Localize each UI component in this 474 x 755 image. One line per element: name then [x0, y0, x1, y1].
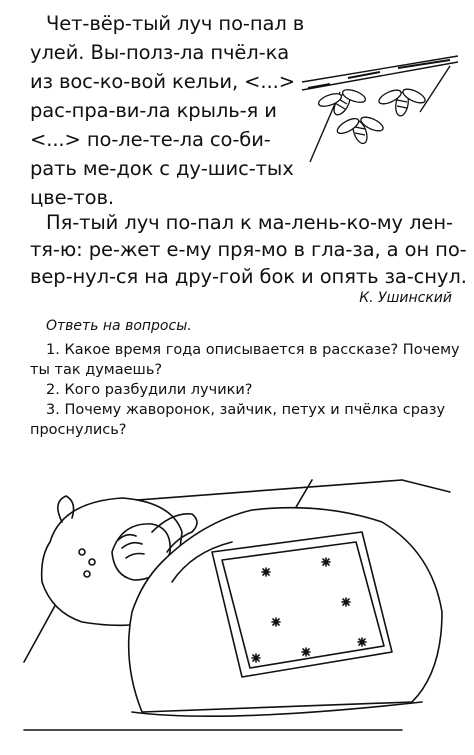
paragraph-2-line: тя-ю: ре-жет е-му пря-мо в гла-за, а он по-: [30, 238, 467, 261]
bee-icon: [317, 87, 367, 117]
paragraph-1-line: цве-тов.: [30, 186, 114, 209]
paragraph-1-line: рать ме-док с ду-шис-тых: [30, 157, 294, 180]
paragraph-1-line: из вос-ко-вой кельи, <...>: [30, 70, 295, 93]
question-line: ты так думаешь?: [30, 362, 163, 378]
question-line: 2. Кого разбудили лучики?: [46, 382, 253, 398]
paragraph-2-line: вер-нул-ся на дру-гой бок и опять за-снул.: [30, 265, 467, 288]
paragraph-1-line: Чет-вёр-тый луч по-пал в: [46, 12, 305, 35]
paragraph-1-line: рас-пра-ви-ла крыль-я и: [30, 99, 277, 122]
paragraph-1-line: улей. Вы-полз-ла пчёл-ка: [30, 41, 290, 64]
question-line: 1. Какое время года описывается в рассказе? Почему: [46, 342, 460, 358]
author-signature: К. Ушинский: [359, 290, 452, 306]
bees-illustration: [300, 52, 460, 172]
question-line: проснулись?: [30, 422, 127, 438]
paragraph-2-line: Пя-тый луч по-пал к ма-лень-ко-му лен-: [46, 211, 453, 234]
paragraph-1-line: <...> по-ле-те-ла со-би-: [30, 128, 271, 151]
questions-title: Ответь на вопросы.: [46, 318, 192, 334]
sleeping-boy-illustration: [22, 462, 452, 742]
question-line: 3. Почему жаворонок, зайчик, петух и пчёлка сразу: [46, 402, 446, 418]
